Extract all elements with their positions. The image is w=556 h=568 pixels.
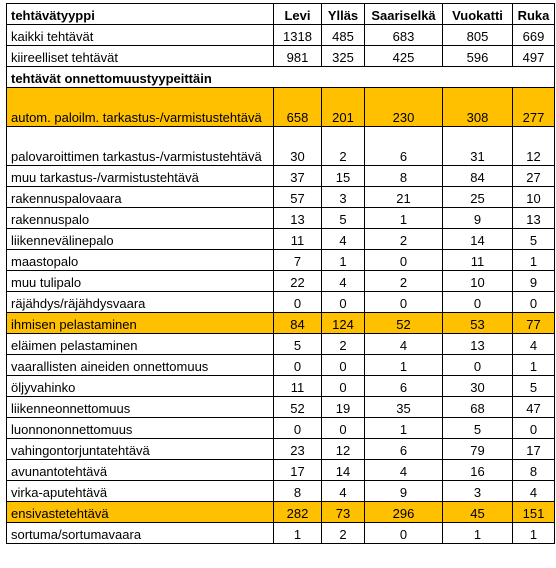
cell-yllas: 0	[322, 418, 365, 439]
cell-yllas: 2	[322, 523, 365, 544]
cell-saariselka: 8	[365, 166, 443, 187]
table-row	[7, 481, 555, 502]
cell-yllas: 14	[322, 460, 365, 481]
cell-saariselka: 4	[365, 334, 443, 355]
summary-row-all-tasks	[7, 25, 555, 46]
cell-levi: 1	[274, 523, 322, 544]
cell-yllas: 0	[322, 292, 365, 313]
cell-yllas: 4	[322, 229, 365, 250]
cell-yllas: 19	[322, 397, 365, 418]
row-label: liikenneonnettomuus	[7, 397, 274, 418]
table-row	[7, 397, 555, 418]
cell-yllas: 485	[322, 25, 365, 46]
cell-yllas: 325	[322, 46, 365, 67]
cell-ruka: 4	[513, 334, 555, 355]
cell-levi: 8	[274, 481, 322, 502]
cell-ruka: 47	[513, 397, 555, 418]
cell-ruka: 9	[513, 271, 555, 292]
cell-ruka: 1	[513, 355, 555, 376]
cell-saariselka: 35	[365, 397, 443, 418]
cell-saariselka: 6	[365, 439, 443, 460]
cell-saariselka: 2	[365, 271, 443, 292]
row-label: muu tulipalo	[7, 271, 274, 292]
header-row	[7, 4, 555, 25]
cell-vuokatti: 805	[443, 25, 513, 46]
cell-vuokatti: 5	[443, 418, 513, 439]
cell-vuokatti: 13	[443, 334, 513, 355]
cell-vuokatti: 0	[443, 355, 513, 376]
header-task-type: tehtävätyyppi	[7, 4, 274, 25]
table-row	[7, 523, 555, 544]
row-label: maastopalo	[7, 250, 274, 271]
cell-levi: 0	[274, 355, 322, 376]
cell-vuokatti: 14	[443, 229, 513, 250]
cell-ruka: 12	[513, 127, 555, 166]
cell-yllas: 5	[322, 208, 365, 229]
cell-saariselka: 4	[365, 460, 443, 481]
table-row	[7, 127, 555, 166]
cell-yllas: 4	[322, 481, 365, 502]
cell-levi: 7	[274, 250, 322, 271]
cell-levi: 1318	[274, 25, 322, 46]
cell-vuokatti: 9	[443, 208, 513, 229]
row-label: muu tarkastus-/varmistustehtävä	[7, 166, 274, 187]
cell-levi: 0	[274, 418, 322, 439]
cell-ruka: 669	[513, 25, 555, 46]
header-vuokatti: Vuokatti	[443, 4, 513, 25]
cell-ruka: 17	[513, 439, 555, 460]
cell-saariselka: 0	[365, 250, 443, 271]
cell-levi: 17	[274, 460, 322, 481]
table-row	[7, 313, 555, 334]
table-row	[7, 439, 555, 460]
table-row	[7, 229, 555, 250]
header-levi: Levi	[274, 4, 322, 25]
cell-vuokatti: 53	[443, 313, 513, 334]
header-yllas: Ylläs	[322, 4, 365, 25]
cell-saariselka: 683	[365, 25, 443, 46]
cell-levi: 52	[274, 397, 322, 418]
table-row	[7, 502, 555, 523]
table-row	[7, 250, 555, 271]
cell-saariselka: 6	[365, 376, 443, 397]
cell-vuokatti: 1	[443, 523, 513, 544]
cell-levi: 0	[274, 292, 322, 313]
cell-ruka: 77	[513, 313, 555, 334]
cell-levi: 13	[274, 208, 322, 229]
cell-ruka: 5	[513, 376, 555, 397]
table-row	[7, 376, 555, 397]
cell-ruka: 10	[513, 187, 555, 208]
cell-vuokatti: 31	[443, 127, 513, 166]
row-label: rakennuspalovaara	[7, 187, 274, 208]
cell-saariselka: 52	[365, 313, 443, 334]
cell-saariselka: 0	[365, 523, 443, 544]
row-label: räjähdys/räjähdysvaara	[7, 292, 274, 313]
cell-vuokatti: 68	[443, 397, 513, 418]
row-label: vahingontorjuntatehtävä	[7, 439, 274, 460]
cell-yllas: 2	[322, 334, 365, 355]
table-row	[7, 88, 555, 127]
row-label: palovaroittimen tarkastus-/varmistustehtävä	[7, 127, 274, 166]
mission-statistics-table	[6, 3, 555, 544]
cell-yllas: 0	[322, 376, 365, 397]
cell-vuokatti: 16	[443, 460, 513, 481]
cell-yllas: 201	[322, 88, 365, 127]
cell-levi: 282	[274, 502, 322, 523]
cell-yllas: 124	[322, 313, 365, 334]
cell-levi: 23	[274, 439, 322, 460]
header-ruka: Ruka	[513, 4, 555, 25]
cell-ruka: 13	[513, 208, 555, 229]
section-header-row	[7, 67, 555, 88]
cell-yllas: 73	[322, 502, 365, 523]
cell-saariselka: 230	[365, 88, 443, 127]
cell-vuokatti: 3	[443, 481, 513, 502]
cell-yllas: 15	[322, 166, 365, 187]
cell-yllas: 4	[322, 271, 365, 292]
cell-ruka: 27	[513, 166, 555, 187]
cell-saariselka: 6	[365, 127, 443, 166]
cell-vuokatti: 84	[443, 166, 513, 187]
row-label: virka-aputehtävä	[7, 481, 274, 502]
table-row	[7, 334, 555, 355]
cell-saariselka: 1	[365, 208, 443, 229]
cell-ruka: 0	[513, 418, 555, 439]
cell-levi: 5	[274, 334, 322, 355]
cell-ruka: 0	[513, 292, 555, 313]
cell-ruka: 1	[513, 250, 555, 271]
cell-vuokatti: 25	[443, 187, 513, 208]
cell-ruka: 5	[513, 229, 555, 250]
cell-ruka: 277	[513, 88, 555, 127]
cell-levi: 37	[274, 166, 322, 187]
row-label: luonnononnettomuus	[7, 418, 274, 439]
cell-levi: 11	[274, 376, 322, 397]
cell-saariselka: 2	[365, 229, 443, 250]
cell-levi: 30	[274, 127, 322, 166]
cell-vuokatti: 30	[443, 376, 513, 397]
row-label: ensivastetehtävä	[7, 502, 274, 523]
cell-yllas: 2	[322, 127, 365, 166]
row-label: rakennuspalo	[7, 208, 274, 229]
section-title: tehtävät onnettomuustyypeittäin	[7, 67, 555, 88]
cell-yllas: 1	[322, 250, 365, 271]
cell-saariselka: 1	[365, 418, 443, 439]
row-label: kiireelliset tehtävät	[7, 46, 274, 67]
table-row	[7, 166, 555, 187]
cell-saariselka: 296	[365, 502, 443, 523]
row-label: liikennevälinepalo	[7, 229, 274, 250]
table-row	[7, 292, 555, 313]
table-row	[7, 208, 555, 229]
cell-ruka: 4	[513, 481, 555, 502]
cell-levi: 658	[274, 88, 322, 127]
cell-yllas: 3	[322, 187, 365, 208]
row-label: eläimen pelastaminen	[7, 334, 274, 355]
table-row	[7, 187, 555, 208]
cell-vuokatti: 308	[443, 88, 513, 127]
accident-type-rows	[7, 88, 555, 544]
row-label: vaarallisten aineiden onnettomuus	[7, 355, 274, 376]
cell-saariselka: 425	[365, 46, 443, 67]
cell-saariselka: 1	[365, 355, 443, 376]
row-label: sortuma/sortumavaara	[7, 523, 274, 544]
cell-levi: 11	[274, 229, 322, 250]
table-row	[7, 418, 555, 439]
cell-ruka: 8	[513, 460, 555, 481]
cell-vuokatti: 10	[443, 271, 513, 292]
cell-yllas: 12	[322, 439, 365, 460]
cell-vuokatti: 79	[443, 439, 513, 460]
cell-levi: 57	[274, 187, 322, 208]
summary-row-urgent-tasks	[7, 46, 555, 67]
row-label: öljyvahinko	[7, 376, 274, 397]
table-row	[7, 271, 555, 292]
cell-vuokatti: 45	[443, 502, 513, 523]
row-label: avunantotehtävä	[7, 460, 274, 481]
table-row	[7, 355, 555, 376]
cell-vuokatti: 11	[443, 250, 513, 271]
header-saariselka: Saariselkä	[365, 4, 443, 25]
cell-levi: 22	[274, 271, 322, 292]
row-label: autom. paloilm. tarkastus-/varmistustehtävä	[7, 88, 274, 127]
table-row	[7, 460, 555, 481]
cell-ruka: 1	[513, 523, 555, 544]
cell-vuokatti: 0	[443, 292, 513, 313]
cell-ruka: 151	[513, 502, 555, 523]
cell-levi: 981	[274, 46, 322, 67]
row-label: ihmisen pelastaminen	[7, 313, 274, 334]
cell-saariselka: 0	[365, 292, 443, 313]
cell-saariselka: 21	[365, 187, 443, 208]
row-label: kaikki tehtävät	[7, 25, 274, 46]
cell-saariselka: 9	[365, 481, 443, 502]
cell-levi: 84	[274, 313, 322, 334]
cell-vuokatti: 596	[443, 46, 513, 67]
cell-ruka: 497	[513, 46, 555, 67]
cell-yllas: 0	[322, 355, 365, 376]
